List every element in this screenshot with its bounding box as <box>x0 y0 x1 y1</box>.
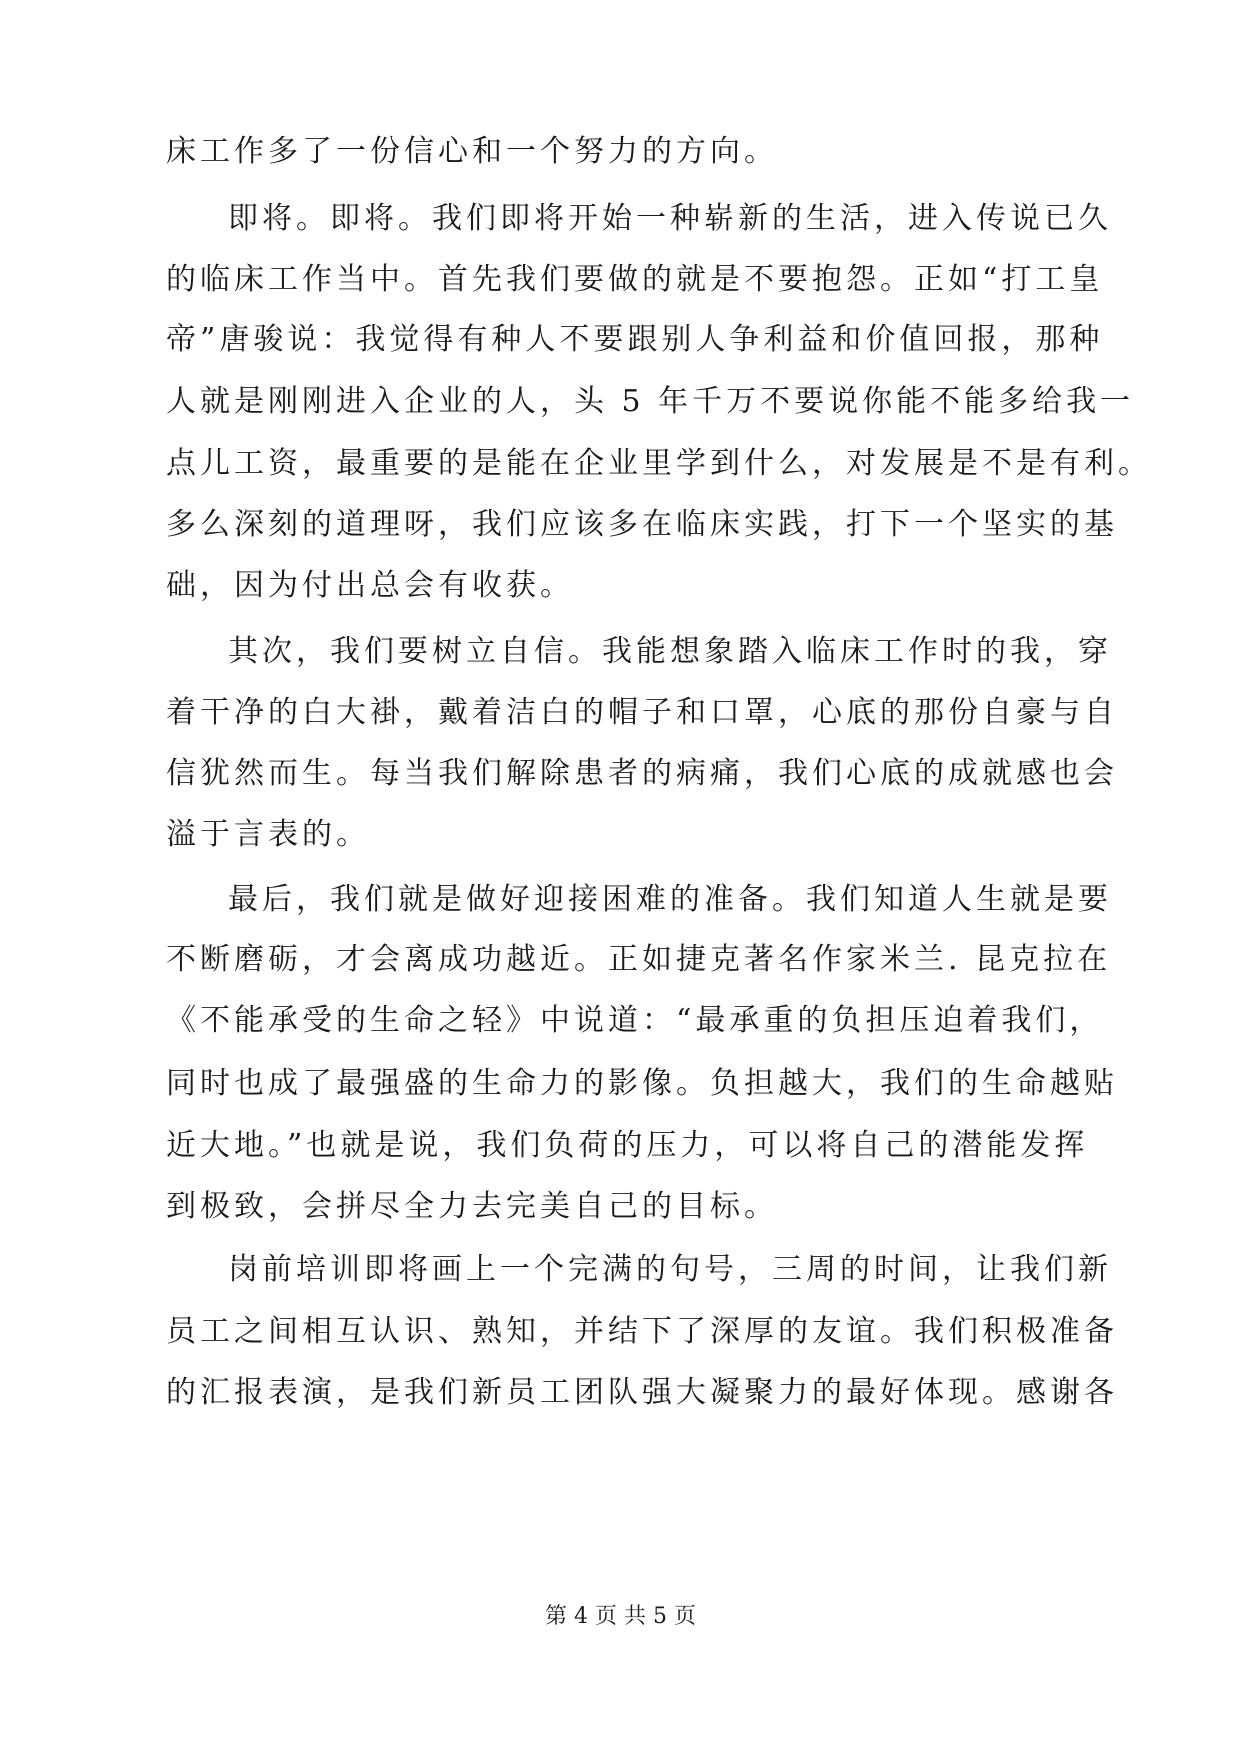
text-line: 的汇报表演，是我们新员工团队强大凝聚力的最好体现。感谢各 <box>166 1375 1118 1410</box>
page-number-footer: 第 4 页 共 5 页 <box>545 1604 696 1629</box>
text-line: 帝”唐骏说：我觉得有种人不要跟别人争利益和价值回报，那种 <box>166 322 1104 357</box>
text-line: 溢于言表的。 <box>166 817 370 852</box>
text-line: 同时也成了最强盛的生命力的影像。负担越大，我们的生命越贴 <box>166 1066 1118 1101</box>
text-line: 其次，我们要树立自信。我能想象踏入临床工作时的我，穿 <box>228 634 1112 669</box>
text-line: 多么深刻的道理呀，我们应该多在临床实践，打下一个坚实的基 <box>166 507 1118 542</box>
text-line: 信犹然而生。每当我们解除患者的病痛，我们心底的成就感也会 <box>166 756 1118 791</box>
text-line: 点儿工资，最重要的是能在企业里学到什么，对发展是不是有利。 <box>166 446 1152 481</box>
text-line: 础，因为付出总会有收获。 <box>166 568 574 603</box>
text-line: 到极致，会拼尽全力去完美自己的目标。 <box>166 1189 778 1224</box>
text-line: 着干净的白大褂，戴着洁白的帽子和口罩，心底的那份自豪与自 <box>166 695 1118 730</box>
text-line: 即将。即将。我们即将开始一种崭新的生活，进入传说已久 <box>228 201 1112 236</box>
text-line: 人就是刚刚进入企业的人，头 5 年千万不要说你能不能多给我一 <box>166 384 1135 419</box>
text-line: 员工之间相互认识、熟知，并结下了深厚的友谊。我们积极准备 <box>166 1314 1118 1349</box>
text-line: 《不能承受的生命之轻》中说道：“最承重的负担压迫着我们， <box>166 1003 1104 1038</box>
text-line: 的临床工作当中。首先我们要做的就是不要抱怨。正如“打工皇 <box>166 262 1104 297</box>
text-line: 岗前培训即将画上一个完满的句号，三周的时间，让我们新 <box>228 1252 1112 1287</box>
text-line: 不断磨砺，才会离成功越近。正如捷克著名作家米兰. 昆克拉在 <box>166 942 1112 977</box>
text-line: 近大地。”也就是说，我们负荷的压力，可以将自己的潜能发挥 <box>166 1128 1089 1163</box>
text-line: 床工作多了一份信心和一个努力的方向。 <box>166 134 778 169</box>
text-line: 最后，我们就是做好迎接困难的准备。我们知道人生就是要 <box>228 882 1112 917</box>
